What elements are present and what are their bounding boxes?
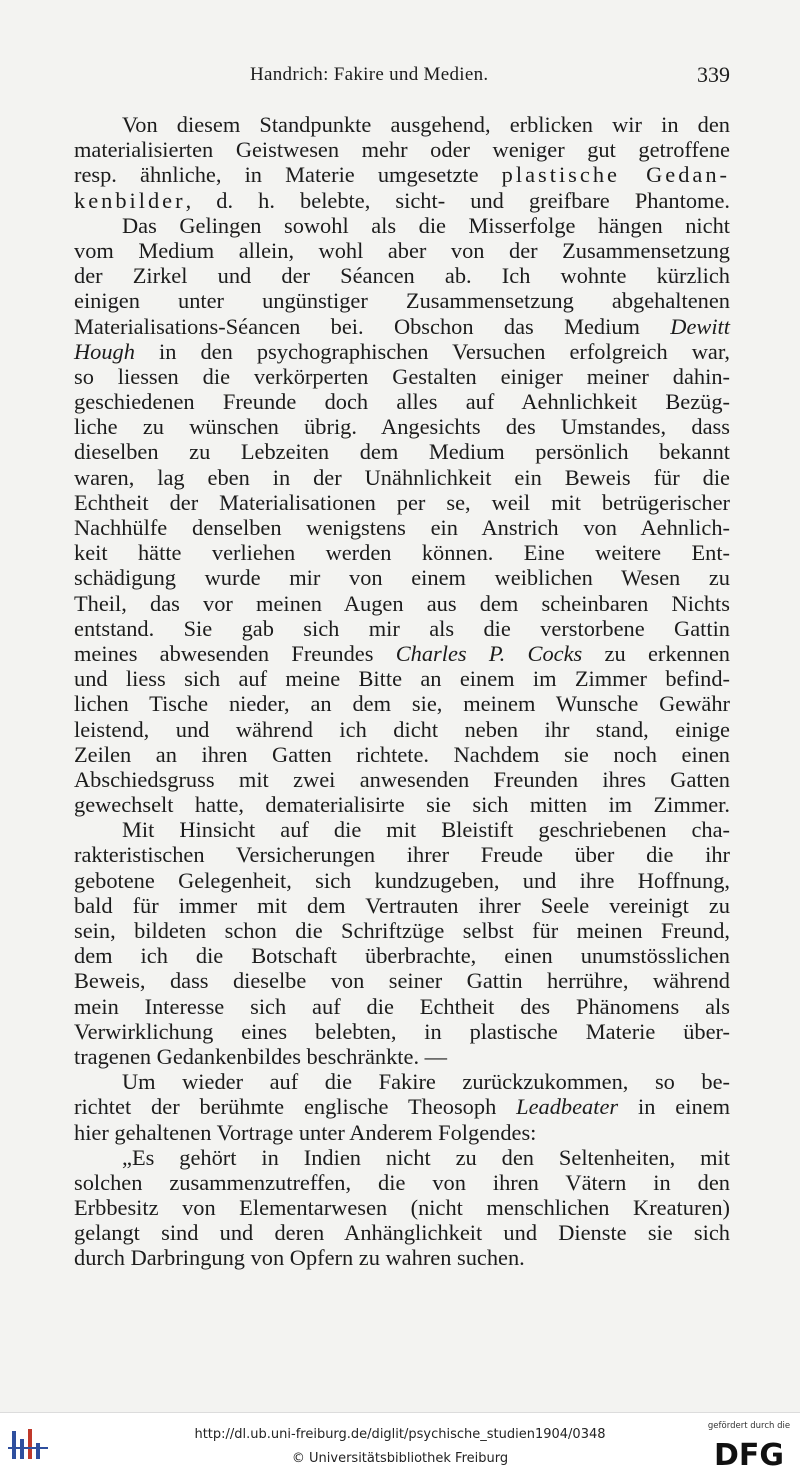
text-line: Von diesem Standpunkte ausgehend, erblicken wir in den xyxy=(122,112,730,137)
text-line: liche zu wünschen übrig. Angesichts des Umstandes, dass xyxy=(74,414,730,440)
text-line: Theil, das vor meinen Augen aus dem scheinbaren Nichts xyxy=(74,590,730,616)
text-line: keit hätte verliehen werden können. Eine weitere Ent- xyxy=(74,540,730,566)
text-line: resp. ähnliche, in Materie umgesetzte plastische Gedan- xyxy=(74,162,730,188)
text-line: gelangt sind und deren Anhänglichkeit und Dienste sie sich xyxy=(74,1220,730,1246)
text-line: und liess sich auf meine Bitte an einem im Zimmer befind- xyxy=(74,666,730,692)
text-line: Abschiedsgruss mit zwei anwesenden Freunden ihres Gatten xyxy=(74,766,730,792)
text-line: lichen Tische nieder, an dem sie, meinem Wunsche Gewähr xyxy=(74,691,730,717)
text-line: sein, bildeten schon die Schriftzüge selbst für meinen Freund, xyxy=(74,918,730,943)
dfg-text: DFG xyxy=(713,1438,785,1469)
viewer-footer xyxy=(0,1412,800,1473)
text-line: Nachhülfe denselben wenigstens ein Anstrich von Aehnlich- xyxy=(74,515,730,540)
text-line: vom Medium allein, wohl aber von der Zusammensetzung xyxy=(74,237,730,263)
text-line: richtet der berühmte englische Theosoph Leadbeater in einem xyxy=(74,1094,730,1120)
text-line: Zeilen an ihren Gatten richtete. Nachdem sie noch einen xyxy=(74,741,730,767)
text-line: tragenen Gedankenbildes beschränkte. — xyxy=(74,1043,448,1069)
text-line: „Es gehört in Indien nicht zu den Seltenheiten, mit xyxy=(122,1144,730,1170)
text-line: so liessen die verkörperten Gestalten einiger meiner dahin- xyxy=(74,363,730,389)
text-line: Hough in den psychographischen Versuchen erfolgreich war, xyxy=(74,338,730,364)
text-line: gebotene Gelegenheit, sich kundzugeben, und ihre Hoffnung, xyxy=(74,867,730,893)
dfg-logo xyxy=(706,1421,792,1471)
text-line: Verwirklichung eines belebten, in plastische Materie über- xyxy=(74,1018,730,1044)
text-line: materialisierten Geistwesen mehr oder weniger gut getroffene xyxy=(74,137,730,163)
text-line: mein Interesse sich auf die Echtheit des Phänomens als xyxy=(74,993,730,1019)
text-line: schädigung wurde mir von einem weiblichen Wesen zu xyxy=(74,565,730,591)
text-line: dem ich die Botschaft überbrachte, einen unumstösslichen xyxy=(74,943,730,969)
text-line: Mit Hinsicht auf die mit Bleistift geschriebenen cha- xyxy=(122,817,730,843)
body-text xyxy=(74,112,730,1271)
text-line: gewechselt hatte, dematerialisirte sie sich mitten im Zimmer. xyxy=(74,792,730,818)
text-line: geschiedenen Freunde doch alles auf Aehnlichkeit Bezüg- xyxy=(74,389,730,415)
page-number: 339 xyxy=(697,62,730,87)
text-line: der Zirkel und der Séancen ab. Ich wohnte kürzlich xyxy=(74,263,730,289)
text-line: waren, lag eben in der Unähnlichkeit ein Beweis für die xyxy=(74,464,730,490)
text-line: bald für immer mit dem Vertrauten ihrer Seele vereinigt zu xyxy=(74,892,730,918)
text-line: solchen zusammenzutreffen, die von ihren Vätern in den xyxy=(74,1169,730,1195)
text-line: Beweis, dass dieselbe von seiner Gattin herrühre, während xyxy=(74,968,730,994)
text-line: einigen unter ungünstiger Zusammensetzung abgehaltenen xyxy=(74,288,730,314)
text-line: hier gehaltenen Vortrage unter Anderem Folgendes: xyxy=(74,1119,537,1145)
text-line: durch Darbringung von Opfern zu wahren suchen. xyxy=(74,1245,525,1271)
text-line: rakteristischen Versicherungen ihrer Freude über die ihr xyxy=(74,842,730,868)
text-line: Erbbesitz von Elementarwesen (nicht menschlichen Kreaturen) xyxy=(74,1195,730,1221)
text-line: Materialisations-Séancen bei. Obschon das Medium Dewitt xyxy=(74,313,730,339)
text-line: meines abwesenden Freundes Charles P. Cocks zu erkennen xyxy=(74,640,730,666)
running-header xyxy=(74,60,730,90)
text-line: Um wieder auf die Fakire zurückzukommen, so be- xyxy=(122,1069,730,1095)
text-line: kenbilder, d. h. belebte, sicht- und greifbare Phantome. xyxy=(74,187,730,213)
running-title: Handrich: Fakire und Medien. xyxy=(250,64,489,85)
text-line: entstand. Sie gab sich mir als die verstorbene Gattin xyxy=(74,615,730,641)
dfg-logo-icon xyxy=(712,1435,786,1469)
text-line: dieselben zu Lebzeiten dem Medium persönlich bekannt xyxy=(74,439,730,465)
funded-by-label: gefördert durch die xyxy=(707,1421,791,1431)
text-line: Das Gelingen sowohl als die Misserfolge hängen nicht xyxy=(122,212,730,238)
text-line: leistend, und während ich dicht neben ihr stand, einige xyxy=(74,716,730,742)
library-credit: © Universitätsbibliothek Freiburg xyxy=(291,1451,509,1466)
text-line: Echtheit der Materialisationen per se, weil mit betrügerischer xyxy=(74,489,730,515)
page-url[interactable]: http://dl.ub.uni-freiburg.de/diglit/psychische_studien1904/0348 xyxy=(194,1427,606,1442)
